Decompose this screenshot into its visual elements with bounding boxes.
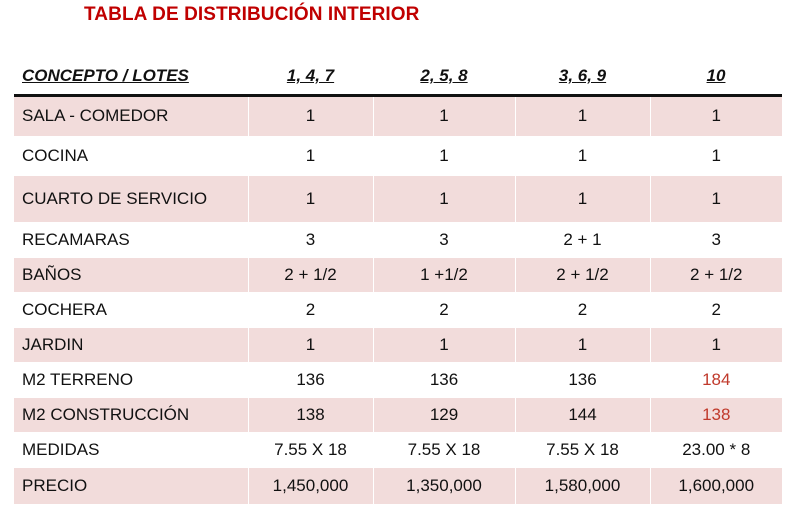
table-cell: 1 (248, 96, 373, 136)
table-cell: 23.00 * 8 (650, 432, 782, 468)
table-cell: 3 (248, 222, 373, 258)
table-cell: 2 + 1/2 (515, 258, 650, 292)
table-cell: 1 (248, 328, 373, 362)
row-label: SALA - COMEDOR (14, 96, 248, 136)
row-label: COCHERA (14, 292, 248, 328)
row-label: PRECIO (14, 468, 248, 504)
table-cell: 144 (515, 398, 650, 432)
table-row-cochera (14, 292, 782, 328)
row-label: RECAMARAS (14, 222, 248, 258)
table-cell: 1 +1/2 (373, 258, 515, 292)
table-cell: 1 (373, 176, 515, 222)
table-cell-highlighted: 184 (650, 362, 782, 398)
table-cell: 2 + 1/2 (248, 258, 373, 292)
table-row-m2-construccion (14, 398, 782, 432)
row-label: JARDIN (14, 328, 248, 362)
table-cell: 1 (373, 96, 515, 136)
table-cell: 2 (248, 292, 373, 328)
table-cell: 136 (515, 362, 650, 398)
page-title: TABLA DE DISTRIBUCIÓN INTERIOR (84, 4, 420, 25)
row-label: MEDIDAS (14, 432, 248, 468)
table-cell-highlighted: 138 (650, 398, 782, 432)
distribution-table (14, 58, 782, 504)
header-lotes-2-5-8: 2, 5, 8 (373, 58, 515, 96)
table-row-medidas (14, 432, 782, 468)
table-cell: 1 (650, 96, 782, 136)
table-cell: 3 (373, 222, 515, 258)
table-row-banos (14, 258, 782, 292)
table-cell: 2 + 1/2 (650, 258, 782, 292)
table-cell: 1,350,000 (373, 468, 515, 504)
table-cell: 1 (650, 328, 782, 362)
table-cell: 1,600,000 (650, 468, 782, 504)
table-cell: 2 + 1 (515, 222, 650, 258)
row-label: BAÑOS (14, 258, 248, 292)
table-row-recamaras (14, 222, 782, 258)
header-concepto-lotes: CONCEPTO / LOTES (14, 58, 248, 96)
table-cell: 3 (650, 222, 782, 258)
table-cell: 138 (248, 398, 373, 432)
table-cell: 1 (650, 136, 782, 176)
row-label: COCINA (14, 136, 248, 176)
table-cell: 2 (650, 292, 782, 328)
table-row-cocina (14, 136, 782, 176)
table-cell: 2 (373, 292, 515, 328)
row-label: M2 TERRENO (14, 362, 248, 398)
header-lotes-1-4-7: 1, 4, 7 (248, 58, 373, 96)
table-cell: 136 (373, 362, 515, 398)
table-row-precio (14, 468, 782, 504)
table-cell: 1 (515, 176, 650, 222)
table-row-jardin (14, 328, 782, 362)
table-row-cuarto-de-servicio (14, 176, 782, 222)
table-cell: 1,580,000 (515, 468, 650, 504)
table-row-m2-terreno (14, 362, 782, 398)
table-cell: 1 (515, 96, 650, 136)
table-cell: 7.55 X 18 (248, 432, 373, 468)
table-cell: 1 (248, 176, 373, 222)
table-cell: 7.55 X 18 (515, 432, 650, 468)
table-cell: 1 (515, 328, 650, 362)
table-cell: 129 (373, 398, 515, 432)
table-cell: 1 (248, 136, 373, 176)
table-cell: 7.55 X 18 (373, 432, 515, 468)
table-cell: 136 (248, 362, 373, 398)
table-cell: 1,450,000 (248, 468, 373, 504)
header-lotes-3-6-9: 3, 6, 9 (515, 58, 650, 96)
table-cell: 1 (650, 176, 782, 222)
table-cell: 1 (373, 328, 515, 362)
table-cell: 2 (515, 292, 650, 328)
table-row-sala-comedor (14, 96, 782, 136)
header-lote-10: 10 (650, 58, 782, 96)
row-label: M2 CONSTRUCCIÓN (14, 398, 248, 432)
table-cell: 1 (515, 136, 650, 176)
table-cell: 1 (373, 136, 515, 176)
row-label: CUARTO DE SERVICIO (14, 176, 248, 222)
table-header-row (14, 58, 782, 96)
